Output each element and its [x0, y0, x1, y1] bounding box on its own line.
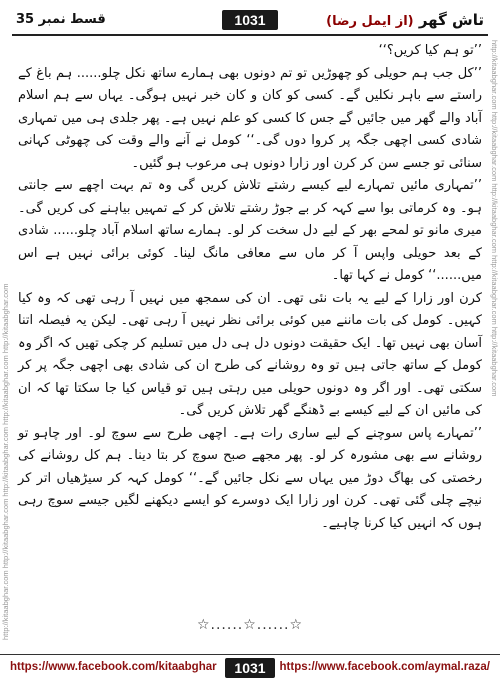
- left-watermark-strip: http://kitaabghar.com http://kitaabghar.com http://kitaabghar.com http://kitaabghar.com http://kitaabghar.com: [1, 283, 10, 640]
- header-title-block: [326, 8, 484, 32]
- paragraph: ’’تمہارے پاس سوچنے کے لیے ساری رات ہے۔ اچھی طرح سے سوچ لو۔ اور چاہو تو روشانے سے بھی مشورہ کر لو۔ پھر مجھے صبح سوچ کر بتا دینا۔ ہم کل روشانے کی رخصتی کی بھاگ دوڑ میں یہاں سے نکل جائیں گے۔‘‘ کومل کہہ کر سیڑھیاں اتر کر نیچے چلی گئی تھی۔ کرن اور زارا ایک دوسرے کو ایسے دیکھنے لگیں جیسے سوچ رہی ہوں کہ انہیں کیا کرنا چاہیے۔: [18, 425, 482, 531]
- page-footer: [0, 654, 500, 681]
- paragraph: ’’کل جب ہم حویلی کو چھوڑیں تو تم دونوں بھی ہمارے ساتھ نکل چلو...... ہم باغ کے راستے سے باہر نکلیں گے۔ کسی کو کان و کان خبر نہیں ہوگی۔ یہاں سے ہم اسلام آباد والے گھر میں جائیں گے جس کا کسی کو علم نہیں ہے۔ پھر جلدی ہی میں تمہاری شادی کسی اچھی جگہ پر کروا دوں گی۔‘‘ کومل نے آنے والے وقت کی چھوٹی کہانی سنائی تو جسے سن کر کرن اور زارا دونوں ہی مرعوب ہو گئیں۔: [18, 65, 482, 171]
- paragraph: کرن اور زارا کے لیے یہ بات نئی تھی۔ ان کی سمجھ میں نہیں آ رہی تھی کہ وہ کیا کہیں۔ کومل کی بات ماننے میں کوئی برائی نظر نہیں آ رہی تھی۔ لیکن یہ فیصلہ اتنا آسان بھی نہیں تھا۔ ایک حقیقت دونوں دل ہی دل میں تسلیم کر چکی تھیں کہ اگر وہ کومل کے ساتھ جاتی ہیں تو وہ روشانے کی طرح ان کی شادی بھی اچھی جگہ پر کر سکتی تھی۔ اور اگر وہ دونوں حویلی میں رہتی ہیں تو قیاس کیا جا سکتا تھا کہ ان کی مائیں ان کے لیے کیسے بے ڈھنگے گھر تلاش کریں گی۔: [18, 290, 482, 418]
- episode-number: قسط نمبر 35: [16, 12, 106, 27]
- author-name: (از ایمل رضا): [326, 14, 414, 29]
- paragraph: ’’تو ہم کیا کریں؟‘‘: [378, 43, 482, 58]
- section-break-stars: ☆......☆......☆: [196, 617, 304, 633]
- footer-page-number: 1031: [225, 658, 275, 678]
- novel-title: تاش گھر: [418, 11, 484, 29]
- facebook-author-link[interactable]: https://www.facebook.com/aymal.raza/: [279, 661, 490, 673]
- right-watermark-strip: http://kitaabghar.com http://kitaabghar.com http://kitaabghar.com http://kitaabghar.com http://kitaabghar.com: [490, 40, 499, 397]
- header-page-number: 1031: [222, 10, 278, 30]
- page-body-text: [18, 40, 482, 620]
- page-header: [12, 8, 488, 36]
- facebook-kitaabghar-link[interactable]: https://www.facebook.com/kitaabghar: [10, 661, 217, 673]
- paragraph: ’’تمہاری مائیں تمہارے لیے کیسے رشتے تلاش کریں گی وہ تم بہت اچھے سے جانتی ہو۔ وہ کرماتی بوا سے کہہ کر بے جوڑ رشتے تلاش کر کے تمہیں بیاہنے کی کریں گی۔ میری مانو تو لمحے بھر کے لیے دل سخت کر لو۔ ہمارے ساتھ اسلام آباد چلو...... شادی کے بعد حویلی واپس آ کر ماں سے معافی مانگ لینا۔ کوئی برائی نہیں ہے اس میں......‘‘ کومل نے کہا تھا۔: [18, 178, 482, 283]
